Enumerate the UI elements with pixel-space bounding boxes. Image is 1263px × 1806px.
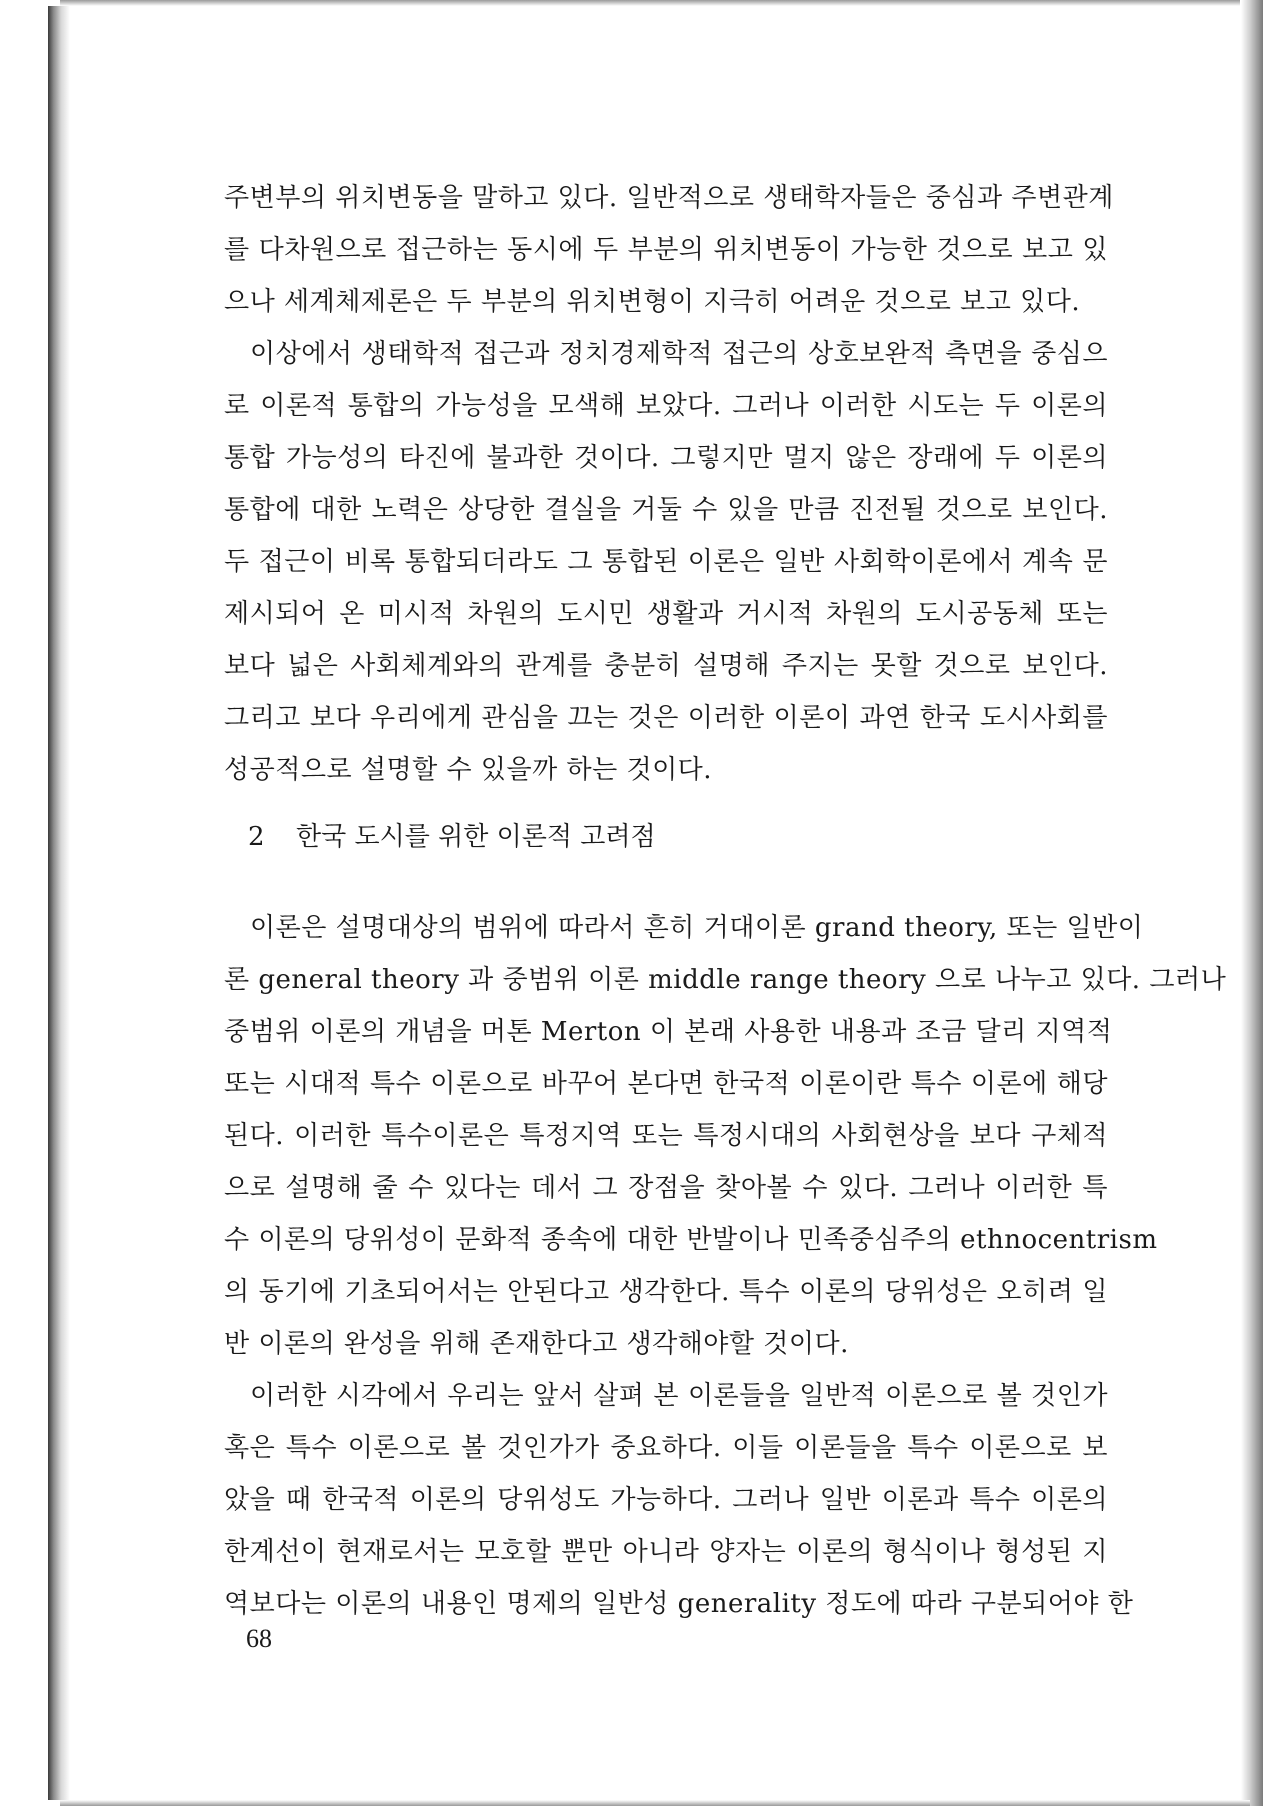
text-line: 혹은 특수 이론으로 볼 것인가가 중요하다. 이들 이론들을 특수 이론으로 보 (224, 1433, 1108, 1463)
text-line: 반 이론의 완성을 위해 존재한다고 생각해야할 것이다. (224, 1329, 849, 1359)
text-line: 이론은 설명대상의 범위에 따라서 흔히 거대이론 grand theory, 또는 일반이 (250, 913, 1144, 943)
page-bottom-edge (60, 1800, 1250, 1806)
page-top-edge (60, 0, 1240, 6)
text-line: 통합 가능성의 타진에 불과한 것이다. 그렇지만 멀지 않은 장래에 두 이론의 (224, 443, 1108, 473)
text-line: 두 접근이 비록 통합되더라도 그 통합된 이론은 일반 사회학이론에서 계속 문 (224, 547, 1108, 577)
text-line: 으로 설명해 줄 수 있다는 데서 그 장점을 찾아볼 수 있다. 그러나 이러한 특 (224, 1173, 1108, 1203)
body-text-bottom (224, 902, 1227, 1630)
page-right-shadow (1241, 0, 1263, 1806)
page-number: 68 (246, 1624, 272, 1653)
text-line: 이상에서 생태학적 접근과 정치경제학적 접근의 상호보완적 측면을 중심으 (250, 339, 1108, 369)
body-text-top (224, 172, 1114, 796)
text-line: 론 general theory 과 중범위 이론 middle range theory 으로 나누고 있다. 그러나 (224, 965, 1227, 995)
text-line: 주변부의 위치변동을 말하고 있다. 일반적으로 생태학자들은 중심과 주변관계 (224, 183, 1114, 213)
text-line: 성공적으로 설명할 수 있을까 하는 것이다. (224, 755, 713, 785)
section-number: 2 (248, 822, 265, 852)
text-line: 제시되어 온 미시적 차원의 도시민 생활과 거시적 차원의 도시공동체 또는 (224, 599, 1108, 629)
text-line: 한계선이 현재로서는 모호할 뿐만 아니라 양자는 이론의 형식이나 형성된 지 (224, 1537, 1108, 1567)
text-line: 를 다차원으로 접근하는 동시에 두 부분의 위치변동이 가능한 것으로 보고 있 (224, 235, 1108, 265)
section-heading (248, 816, 656, 853)
text-line: 의 동기에 기초되어서는 안된다고 생각한다. 특수 이론의 당위성은 오히려 일 (224, 1277, 1108, 1307)
text-line: 이러한 시각에서 우리는 앞서 살펴 본 이론들을 일반적 이론으로 볼 것인가 (250, 1381, 1108, 1411)
text-line: 중범위 이론의 개념을 머톤 Merton 이 본래 사용한 내용과 조금 달리 지역적 (224, 1017, 1113, 1047)
text-line: 통합에 대한 노력은 상당한 결실을 거둘 수 있을 만큼 진전될 것으로 보인다. (224, 495, 1108, 525)
text-line: 수 이론의 당위성이 문화적 종속에 대한 반발이나 민족중심주의 ethnocentrism (224, 1225, 1158, 1255)
page-binding-shadow (48, 6, 70, 1800)
text-line: 으나 세계체제론은 두 부분의 위치변형이 지극히 어려운 것으로 보고 있다. (224, 287, 1081, 317)
section-title: 한국 도시를 위한 이론적 고려점 (296, 822, 656, 852)
text-line: 역보다는 이론의 내용인 명제의 일반성 generality 정도에 따라 구분되어야 한 (224, 1589, 1134, 1619)
text-line: 로 이론적 통합의 가능성을 모색해 보았다. 그러나 이러한 시도는 두 이론의 (224, 391, 1108, 421)
text-line: 보다 넓은 사회체계와의 관계를 충분히 설명해 주지는 못할 것으로 보인다. (224, 651, 1108, 681)
text-line: 았을 때 한국적 이론의 당위성도 가능하다. 그러나 일반 이론과 특수 이론의 (224, 1485, 1108, 1515)
text-line: 된다. 이러한 특수이론은 특정지역 또는 특정시대의 사회현상을 보다 구체적 (224, 1121, 1108, 1151)
text-line: 또는 시대적 특수 이론으로 바꾸어 본다면 한국적 이론이란 특수 이론에 해당 (224, 1069, 1108, 1099)
text-line: 그리고 보다 우리에게 관심을 끄는 것은 이러한 이론이 과연 한국 도시사회를 (224, 703, 1108, 733)
